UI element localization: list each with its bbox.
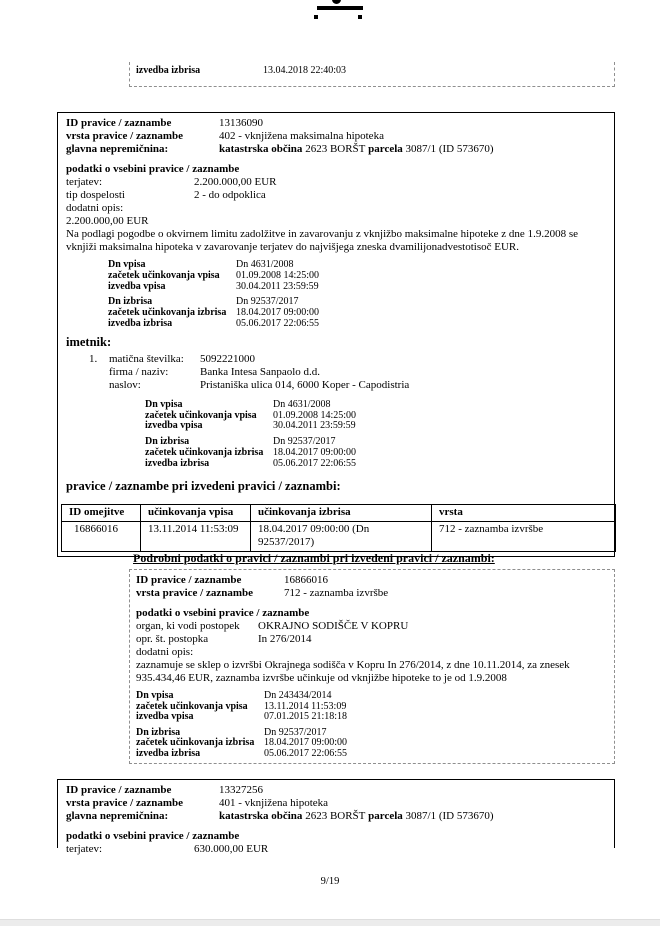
field-value: 2.200.000,00 EUR [194, 176, 277, 188]
holder-label: matična številka: [109, 352, 184, 365]
dodatni-opis-paragraph: zaznamuje se sklep o izvršbi Okrajnega sodišča v Kopru In 276/2014, z dne 10.11.2014, za znesek 935.434,46 EUR, zaznamba izvršbe učinkuje od vknjižbe hipoteke to je od 1.9.2008 [136, 659, 570, 684]
dn-label: Dn vpisa [136, 690, 174, 701]
field-label: terjatev: [66, 843, 103, 855]
dodatni-opis-amount: 2.200.000,00 EUR [66, 215, 149, 227]
col-header: učinkovanja vpisa [141, 504, 251, 521]
dn-value: Dn 4631/2008 [273, 398, 331, 410]
dn-label: izvedba izbrisa [108, 317, 173, 329]
dn-label: izvedba izbrisa [136, 65, 201, 76]
court-emblem-icon [314, 0, 363, 20]
vrsta-value: 401 - vknjižena hipoteka [219, 797, 329, 809]
field-value: OKRAJNO SODIŠČE V KOPRU [258, 620, 409, 632]
limits-heading: pravice / zaznambe pri izvedeni pravici / zaznambi: [66, 478, 341, 493]
entry-box-13327256 [57, 779, 615, 855]
dn-value: 01.09.2008 14:25:00 [273, 409, 357, 421]
dn-label: izvedba vpisa [136, 711, 194, 722]
podatki-heading: podatki o vsebini pravice / zaznambe [136, 607, 310, 619]
id-label: ID pravice / zaznambe [66, 784, 172, 796]
field-label: dodatni opis: [66, 202, 124, 214]
dn-label: začetek učinkovanja vpisa [108, 269, 220, 281]
emblem-bar [317, 6, 363, 10]
cell-id-omejitve: 16866016 [62, 521, 141, 551]
cell-ucinkovanja-izbrisa: 18.04.2017 09:00:00 (Dn 92537/2017) [251, 521, 432, 551]
dn-label: začetek učinkovanja izbrisa [108, 307, 227, 319]
dn-label: Dn izbrisa [145, 436, 190, 448]
field-value: 2 - do odpoklica [194, 189, 266, 201]
dn-vpis-group [136, 691, 606, 723]
limits-data-row [62, 521, 616, 551]
vrsta-label: vrsta pravice / zaznambe [66, 130, 183, 142]
vrsta-value: 712 - zaznamba izvršbe [284, 587, 389, 599]
field-row [136, 633, 606, 646]
dn-value: 07.01.2015 21:18:18 [264, 711, 348, 722]
cell-vrsta: 712 - zaznamba izvršbe [432, 521, 616, 551]
dn-label: začetek učinkovanja izbrisa [136, 737, 255, 748]
glavna-value [219, 143, 494, 156]
field-label: terjatev: [66, 176, 103, 188]
holder-row [109, 353, 409, 366]
field-row [66, 189, 606, 202]
detail-heading: Podrobni podatki o pravici / zaznambi pri izvedeni pravici / zaznambi: [133, 551, 495, 565]
dn-label: izvedba izbrisa [145, 457, 210, 469]
dn-value: 18.04.2017 09:00:00 [236, 307, 320, 319]
field-row [136, 620, 606, 633]
dn-label: izvedba izbrisa [136, 747, 201, 759]
dn-value: 13.04.2018 22:40:03 [263, 65, 347, 76]
holder-item [89, 353, 606, 392]
dodatni-opis-paragraph: Na podlagi pogodbe o okvirnem limitu zadolžitve in zavarovanju z vknjižbo maksimalne hipoteke z dne 1.9.2008 se vknjiži maksimalna hipoteka v zavarovanje terjatev do najvišjega zneska dvamilijonadvestotisoč EUR. [66, 228, 578, 253]
dn-value: 01.09.2008 14:25:00 [236, 269, 320, 281]
emblem-right-foot [358, 15, 362, 19]
dn-label: izvedba vpisa [145, 420, 203, 432]
dn-value: Dn 243434/2014 [264, 690, 332, 701]
id-row [136, 574, 606, 587]
dn-value: 18.04.2017 09:00:00 [264, 737, 348, 748]
id-row [66, 117, 606, 130]
id-label: ID pravice / zaznambe [66, 117, 172, 129]
parcela-value: 3087/1 (ID 573670) [405, 143, 494, 155]
dn-value: 30.04.2011 23:59:59 [236, 280, 319, 292]
dn-vpis-group [108, 260, 606, 292]
dn-value: 13.11.2014 11:53:09 [264, 700, 347, 712]
field-label: organ, ki vodi postopek [136, 620, 240, 632]
dn-value: 05.06.2017 22:06:55 [273, 457, 357, 469]
dn-vpis-group [145, 400, 606, 432]
cell-ucinkovanja-vpisa: 13.11.2014 11:53:09 [141, 521, 251, 551]
parcela-label: parcela [368, 143, 403, 155]
dn-label: Dn vpisa [108, 259, 146, 270]
holder-label: naslov: [109, 378, 141, 391]
field-label: tip dospelosti [66, 189, 125, 201]
podatki-heading: podatki o vsebini pravice / zaznambe [66, 163, 240, 175]
vrsta-label: vrsta pravice / zaznambe [136, 587, 253, 599]
limits-table [61, 504, 616, 552]
dn-value: Dn 92537/2017 [264, 726, 327, 738]
previous-entry-fragment-box [129, 62, 615, 87]
holder-number: 1. [89, 352, 98, 365]
dn-value: 30.04.2011 23:59:59 [273, 420, 356, 432]
dn-label: Dn vpisa [145, 398, 183, 410]
entry-box-13136090 [57, 112, 615, 557]
dn-value: 18.04.2017 09:00:00 [273, 446, 357, 458]
dn-value: Dn 92537/2017 [273, 436, 336, 448]
glavna-label: glavna nepremičnina: [66, 810, 169, 822]
holder-value: Pristaniška ulica 014, 6000 Koper - Capodistria [200, 378, 410, 391]
ko-value: 2623 BORŠT [305, 810, 366, 822]
field-row [66, 843, 606, 856]
dn-value: 05.06.2017 22:06:55 [264, 747, 348, 759]
dn-label: začetek učinkovanja vpisa [136, 700, 248, 712]
field-row [136, 646, 606, 659]
id-value: 13327256 [219, 784, 263, 796]
emblem-left-foot [314, 15, 318, 19]
col-header: učinkovanja izbrisa [251, 504, 432, 521]
col-header: vrsta [432, 504, 616, 521]
ko-label: katastrska občina [219, 810, 303, 822]
field-label: opr. št. postopka [136, 633, 209, 645]
dn-value: Dn 4631/2008 [236, 259, 294, 270]
col-header: ID omejitve [62, 504, 141, 521]
field-row [66, 176, 606, 189]
glavna-row [66, 810, 606, 823]
parcela-value: 3087/1 (ID 573670) [405, 810, 494, 822]
id-label: ID pravice / zaznambe [136, 574, 242, 586]
ko-value: 2623 BORŠT [305, 143, 366, 155]
holder-value: Banka Intesa Sanpaolo d.d. [200, 365, 321, 378]
vrsta-label: vrsta pravice / zaznambe [66, 797, 183, 809]
emblem-dot [332, 0, 341, 4]
limits-header-row [62, 504, 616, 521]
dn-izbris-group [145, 437, 606, 469]
detail-box-16866016 [129, 569, 615, 764]
vrsta-row [136, 587, 606, 600]
dn-izbris-group [136, 728, 606, 760]
page-number: 9/19 [320, 876, 340, 887]
dn-block [108, 260, 606, 330]
glavna-value [219, 810, 494, 823]
id-row [66, 784, 606, 797]
ko-label: katastrska občina [219, 143, 303, 155]
holder-details [109, 353, 409, 392]
holder-value: 5092221000 [200, 352, 255, 365]
viewer-bottom-edge [0, 919, 660, 926]
dn-label: Dn izbrisa [136, 726, 181, 738]
field-value: 630.000,00 EUR [194, 843, 269, 855]
dn-row [136, 66, 614, 77]
dn-label: Dn izbrisa [108, 296, 153, 308]
id-value: 16866016 [284, 574, 328, 586]
holder-row [109, 366, 409, 379]
holder-dn-block [145, 400, 606, 470]
holder-row [109, 379, 409, 392]
podatki-heading: podatki o vsebini pravice / zaznambe [66, 830, 240, 842]
glavna-row [66, 143, 606, 156]
glavna-label: glavna nepremičnina: [66, 143, 169, 155]
dn-value: Dn 92537/2017 [236, 296, 299, 308]
imetnik-heading: imetnik: [66, 334, 112, 349]
vrsta-row [66, 797, 606, 810]
dn-izbris-group [108, 297, 606, 329]
dn-value: 05.06.2017 22:06:55 [236, 317, 320, 329]
dn-label: začetek učinkovanja vpisa [145, 409, 257, 421]
parcela-label: parcela [368, 810, 403, 822]
field-label: dodatni opis: [136, 646, 194, 658]
vrsta-row [66, 130, 606, 143]
dn-block [136, 691, 606, 759]
dn-label: začetek učinkovanja izbrisa [145, 446, 264, 458]
field-value: In 276/2014 [258, 633, 312, 645]
vrsta-value: 402 - vknjižena maksimalna hipoteka [219, 130, 384, 142]
dn-label: izvedba vpisa [108, 280, 166, 292]
id-value: 13136090 [219, 117, 263, 129]
field-row [66, 202, 606, 215]
holder-label: firma / naziv: [109, 365, 169, 378]
